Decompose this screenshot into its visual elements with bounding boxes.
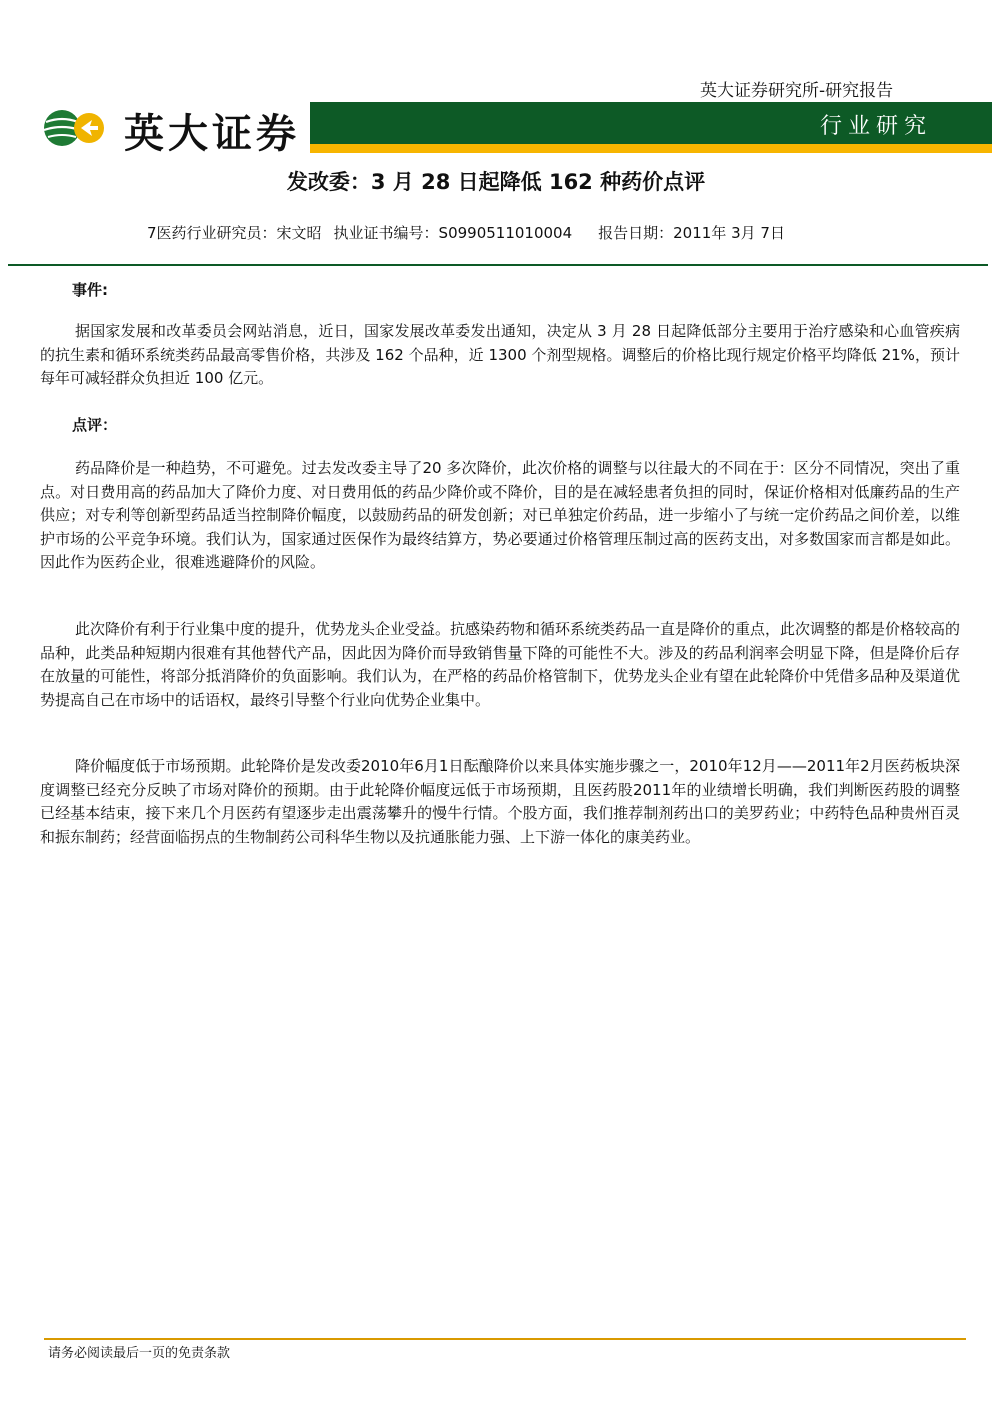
comment-heading: 点评： <box>72 416 118 434</box>
section-label: 行业研究 <box>819 114 932 139</box>
event-paragraph: 据国家发展和改革委员会网站消息，近日，国家发展改革委发出通知，决定从 3 月 28 日起降低部分主要用于治疗感染和心血管疾病的抗生素和循环系统类药品最高零售价格，共涉及 162 个品种，近 1300 个剂型规格。调整后的价格比现行规定价格平均降低 21%，预计每年可减轻群众负担近 100 亿元。 <box>40 322 960 388</box>
analyst-name: 7医药行业研究员：宋文昭 <box>147 224 322 242</box>
footer-line <box>44 1338 966 1340</box>
byline <box>147 222 927 243</box>
comment-paragraph-1: 药品降价是一种趋势，不可避免。过去发改委主导了20 多次降价，此次价格的调整与以往最大的不同在于：区分不同情况，突出了重点。对日费用高的药品加大了降价力度、对日费用低的药品少降价或不降价，目的是在减轻患者负担的同时，保证价格相对低廉药品的生产供应；对专利等创新型药品适当控制降价幅度，以鼓励药品的研发创新；对已单独定价药品，进一步缩小了与统一定价药品之间价差，以维护市场的公平竞争环境。我们认为，国家通过医保作为最终结算方，势必要通过价格管理压制过高的医药支出，对多数国家而言都是如此。因此作为医药企业，很难逃避降价的风险。 <box>40 459 960 572</box>
globe-arrow-logo-icon <box>40 106 106 150</box>
license-number: 执业证书编号：S0990511010004 <box>333 224 573 242</box>
header-divider <box>8 264 988 266</box>
header-yellow-line <box>310 144 992 153</box>
event-heading: 事件: <box>72 281 108 299</box>
footer-disclaimer: 请务必阅读最后一页的免责条款 <box>48 1346 231 1361</box>
brand-name: 英大证券 <box>124 111 300 157</box>
report-date: 报告日期：2011年 3月 7日 <box>598 224 785 242</box>
comment-paragraph-2: 此次降价有利于行业集中度的提升，优势龙头企业受益。抗感染药物和循环系统类药品一直是降价的重点，此次调整的都是价格较高的品种，此类品种短期内很难有其他替代产品，因此因为降价而导致销售量下降的可能性不大。涉及的药品利润率会明显下降，但是降价后存在放量的可能性，将部分抵消降价的负面影响。我们认为，在严格的药品价格管制下，优势龙头企业有望在此轮降价中凭借多品种及渠道优势提高自己在市场中的话语权，最终引导整个行业向优势企业集中。 <box>40 620 961 709</box>
report-org-label: 英大证券研究所-研究报告 <box>700 81 894 101</box>
report-title: 发改委：3 月 28 日起降低 162 种药价点评 <box>286 170 706 194</box>
comment-paragraph-3: 降价幅度低于市场预期。此轮降价是发改委2010年6月1日酝酿降价以来具体实施步骤之一，2010年12月——2011年2月医药板块深度调整已经充分反映了市场对降价的预期。由于此轮降价幅度远低于市场预期，且医药股2011年的业绩增长明确，我们判断医药股的调整已经基本结束，接下来几个月医药有望逐步走出震荡攀升的慢牛行情。个股方面，我们推荐制剂药出口的美罗药业；中药特色品种贵州百灵和振东制药；经营面临拐点的生物制药公司科华生物以及抗通胀能力强、上下游一体化的康美药业。 <box>40 757 960 846</box>
